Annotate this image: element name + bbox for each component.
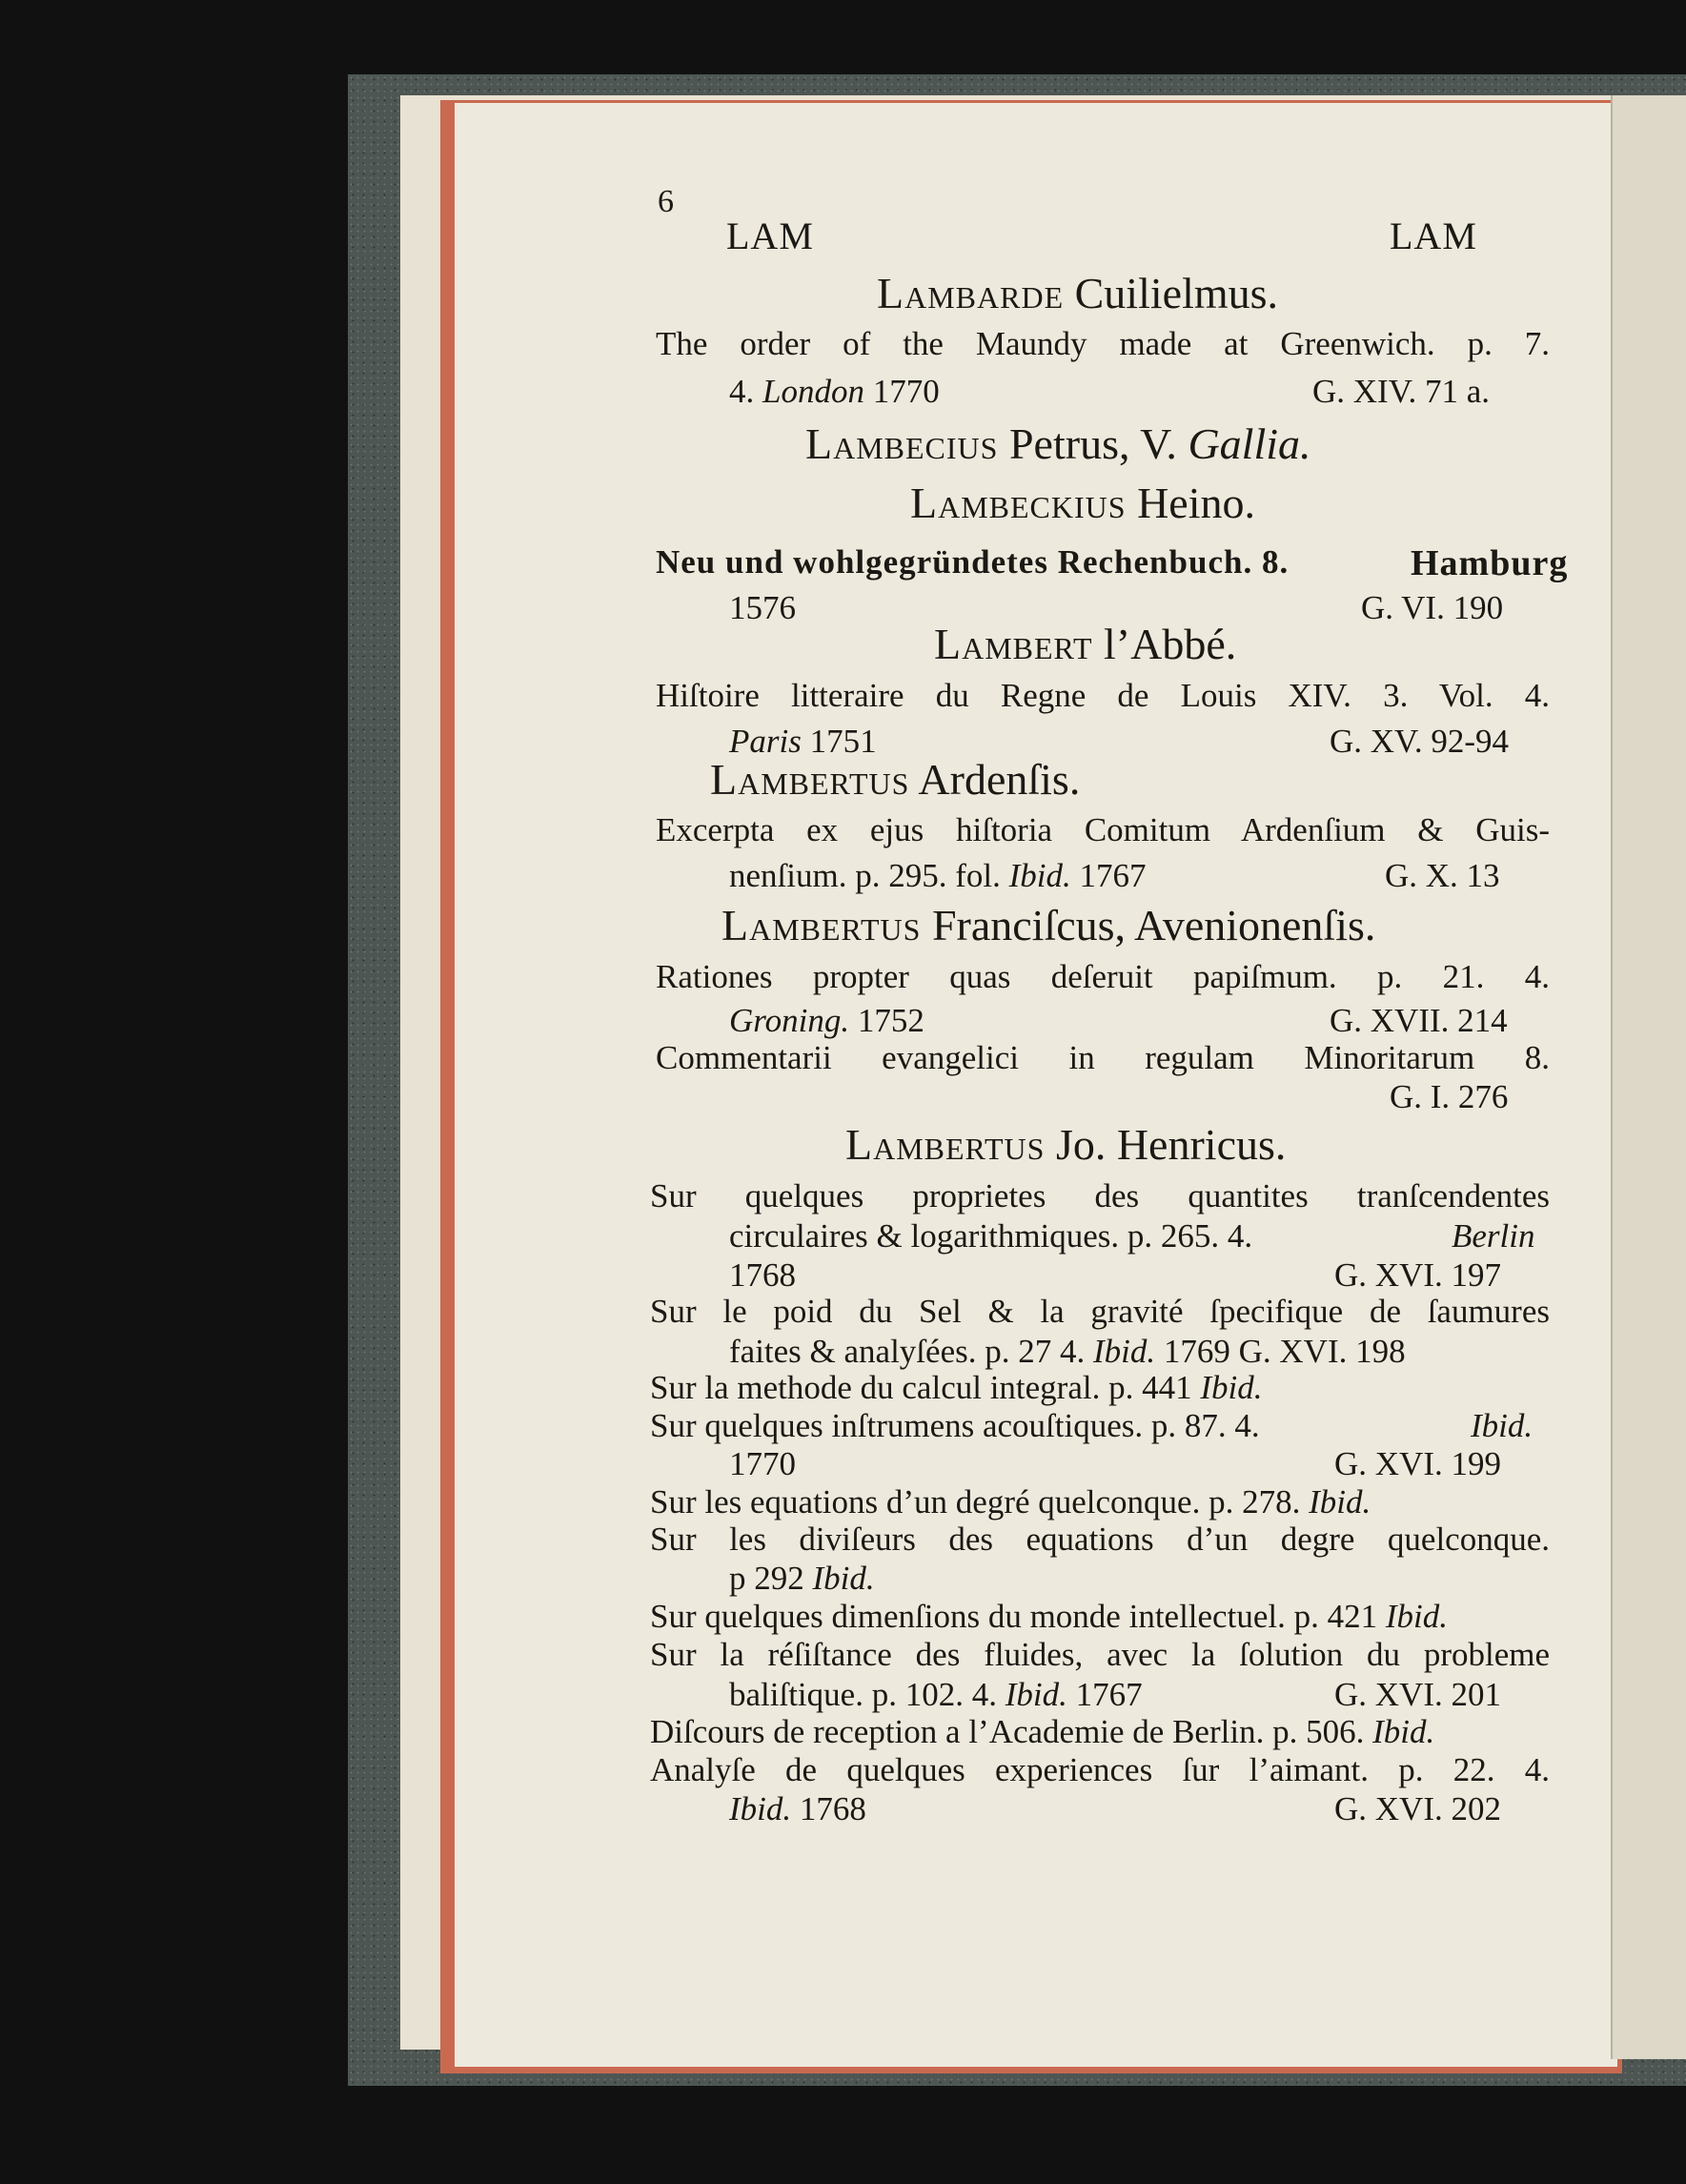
entry-line: Sur quelques proprietes des quantites tranſcendentes [650,1177,1550,1214]
entry-line: Sur les equations d’un degré quelconque. p. 278. Ibid. [650,1483,1371,1521]
entry-shelfmark: G. I. 276 [1390,1078,1509,1115]
entry-heading: Lambertus Jo. Henricus. [845,1120,1287,1169]
entry-line: Neu und wohlgegründetes Rechenbuch. 8. [656,543,1290,581]
running-head-right: LAM [1390,214,1477,257]
entry-line: 4. London 1770 [729,373,940,410]
entry-line: Sur la methode du calcul integral. p. 441 Ibid. [650,1369,1263,1406]
entry-line: Groning. 1752 [729,1002,924,1039]
entry-shelfmark: G. VI. 190 [1361,589,1504,626]
page-number: 6 [658,184,674,219]
entry-line: Sur les diviſeurs des equations d’un degre quelconque. [650,1521,1550,1558]
entry-line: Diſcours de reception a l’Academie de Berlin. p. 506. Ibid. [650,1713,1435,1750]
entry-line: Ibid. [1471,1407,1534,1444]
entry-shelfmark: G. XVI. 197 [1334,1256,1501,1294]
entry-heading: Lambeckius Heino. [910,479,1255,527]
entry-line: Rationes propter quas deſeruit papiſmum. p. 21. 4. [656,958,1550,995]
entry-line: The order of the Maundy made at Greenwich. p. 7. [656,325,1550,362]
entry-line: Berlin [1452,1217,1535,1255]
entry-line: Hiſtoire litteraire du Regne de Louis XIV. 3. Vol. 4. [656,677,1550,714]
entry-heading: Lambertus Franciſcus, Avenionenſis. [721,901,1376,949]
entry-shelfmark: G. XVI. 202 [1334,1790,1501,1827]
entry-line: Sur quelques inſtrumens acouſtiques. p. 87. 4. [650,1407,1260,1444]
entry-line: 1770 [729,1445,796,1482]
entry-heading: Lambarde Cuilielmus. [877,269,1279,317]
entry-line: Ibid. 1768 [729,1790,866,1827]
entry-line: Paris 1751 [729,723,877,760]
entry-heading: Lambecius Petrus, V. Gallia. [805,419,1311,468]
entry-heading: Lambert l’Abbé. [934,620,1237,668]
entry-line: faites & analyſées. p. 27 4. Ibid. 1769 G. XVI. 198 [729,1333,1406,1370]
entry-shelfmark: G. XV. 92-94 [1330,723,1509,760]
entry-heading: Lambertus Ardenſis. [710,755,1081,804]
running-head-left: LAM [726,214,814,257]
entry-line: Commentarii evangelici in regulam Minoritarum 8. [656,1039,1550,1076]
entry-line: Hamburg [1411,543,1569,583]
entry-shelfmark: G. X. 13 [1385,857,1500,894]
entry-line: Excerpta ex ejus hiſtoria Comitum Ardenſium & Guis- [656,811,1550,848]
entry-line: 1768 [729,1256,796,1294]
entry-line: nenſium. p. 295. fol. Ibid. 1767 [729,857,1147,894]
entry-shelfmark: G. XVII. 214 [1330,1002,1508,1039]
entry-line: Analyſe de quelques experiences ſur l’aimant. p. 22. 4. [650,1751,1550,1788]
entry-line: Sur la réſiſtance des fluides, avec la ſolution du probleme [650,1636,1550,1673]
entry-line: p 292 Ibid. [729,1560,875,1597]
entry-line: circulaires & logarithmiques. p. 265. 4. [729,1217,1253,1255]
entry-shelfmark: G. XVI. 201 [1334,1676,1501,1713]
entry-line: baliſtique. p. 102. 4. Ibid. 1767 [729,1676,1143,1713]
entry-line: 1576 [729,589,796,626]
entry-shelfmark: G. XVI. 199 [1334,1445,1501,1482]
entry-line: Sur quelques dimenſions du monde intellectuel. p. 421 Ibid. [650,1598,1448,1635]
entry-line: Sur le poid du Sel & la gravité ſpecifique de ſaumures [650,1293,1550,1330]
entry-shelfmark: G. XIV. 71 a. [1312,373,1491,410]
